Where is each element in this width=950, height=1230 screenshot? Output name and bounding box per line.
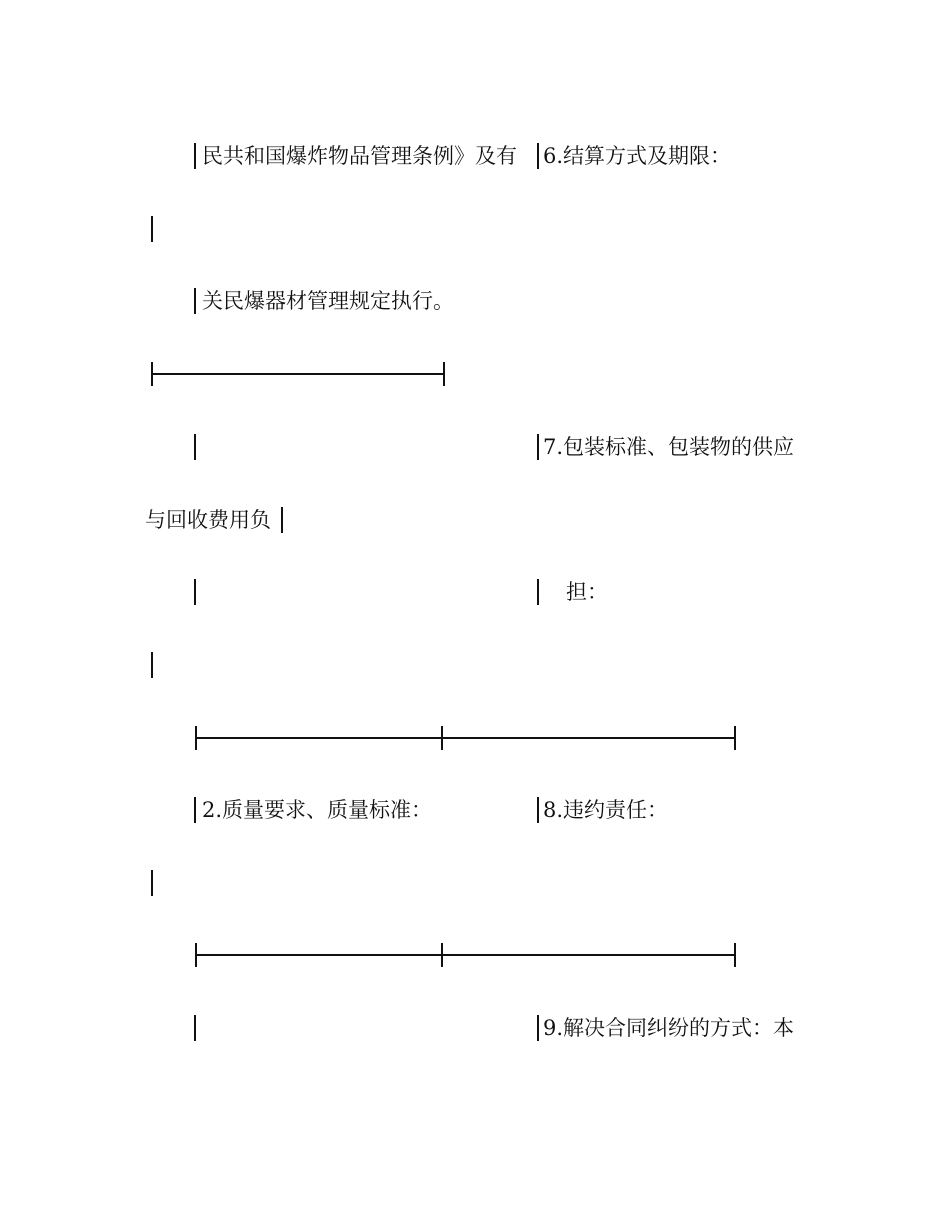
table-border-left xyxy=(194,143,196,169)
table-rule xyxy=(196,737,735,739)
text-line: 2.质量要求、质量标准： xyxy=(202,798,433,822)
table-rule-tick xyxy=(734,943,736,967)
table-border-mid xyxy=(537,797,539,823)
text-line: 担： xyxy=(566,580,608,604)
text-line: 6.结算方式及期限： xyxy=(543,144,732,168)
table-rule-tick xyxy=(443,362,445,386)
text-line: 8.违约责任： xyxy=(543,798,669,822)
text-line: 关民爆器材管理规定执行。 xyxy=(202,289,454,313)
table-border-mid xyxy=(537,434,539,460)
table-rule-tick xyxy=(734,726,736,750)
table-border-left xyxy=(194,579,196,605)
table-rule-tick xyxy=(195,726,197,750)
table-border-left xyxy=(194,288,196,314)
table-rule-tick xyxy=(441,726,443,750)
table-rule-tick xyxy=(151,362,153,386)
table-border-left xyxy=(151,870,153,896)
table-rule xyxy=(196,954,735,956)
table-border-left xyxy=(151,216,153,242)
table-border-mid xyxy=(537,143,539,169)
table-border-left xyxy=(151,652,153,678)
table-border-mid xyxy=(537,1015,539,1041)
table-rule xyxy=(152,373,444,375)
table-border-left xyxy=(194,797,196,823)
table-border-right xyxy=(281,507,283,533)
table-border-mid xyxy=(537,579,539,605)
table-border-left xyxy=(194,434,196,460)
text-line: 与回收费用负 xyxy=(145,508,271,532)
table-rule-tick xyxy=(441,943,443,967)
text-line: 民共和国爆炸物品管理条例》及有 xyxy=(202,144,517,168)
text-line: 9.解决合同纠纷的方式：本 xyxy=(543,1016,795,1040)
table-rule-tick xyxy=(195,943,197,967)
text-line: 7.包装标准、包装物的供应 xyxy=(543,435,795,459)
table-border-left xyxy=(194,1015,196,1041)
